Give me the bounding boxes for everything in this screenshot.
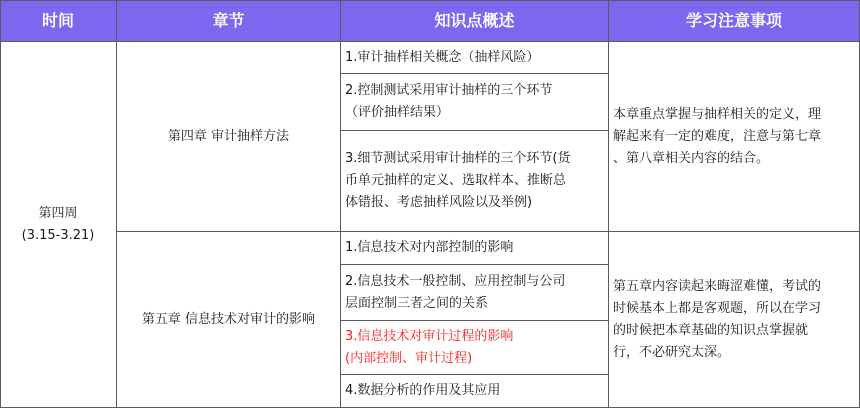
chapter5-point-1 — [341, 232, 609, 265]
chapter5-point-3-text: 3.信息技术对审计过程的影响 (内部控制、审计过程) — [345, 328, 514, 366]
week-title: 第四周 — [38, 205, 78, 221]
chapter5-point-2-text: 2.信息技术一般控制、应用控制与公司 层面控制三者之间的关系 — [345, 273, 566, 311]
chapter5-note-text: 第五章内容读起来晦涩难懂，考试的 时候基本上都是客观题，所以在学习 的时候把本章基础的知识点掌握就 行，不必研究太深。 — [613, 278, 822, 360]
chapter4-point-1-text: 1.审计抽样相关概念（抽样风险） — [345, 49, 540, 65]
header-chapter: 章节 — [117, 0, 341, 42]
chapter4-title: 第四章 审计抽样方法 — [117, 42, 341, 232]
chapter5-point-2 — [341, 265, 609, 321]
chapter5-point-1-text: 1.信息技术对内部控制的影响 — [345, 240, 514, 255]
chapter4-point-2-text: 2.控制测试采用审计抽样的三个环节 （评价抽样结果） — [345, 83, 553, 120]
chapter4-point-1 — [341, 42, 609, 74]
week-cell — [0, 42, 117, 408]
chapter5-note — [609, 232, 860, 408]
chapter4-point-3-text: 3.细节测试采用审计抽样的三个环节(货 币单元抽样的定义、选取样本、推断总 体错报、考虑抽样风险以及举例) — [345, 151, 571, 210]
chapter4-note — [609, 42, 860, 232]
week-range: (3.15-3.21) — [21, 227, 95, 243]
header-study-notes: 学习注意事项 — [609, 0, 860, 42]
chapter5-point-4 — [341, 375, 609, 408]
chapter5-point-3 — [341, 321, 609, 375]
chapter5-point-4-text: 4.数据分析的作用及其应用 — [345, 383, 501, 398]
chapter4-note-text: 本章重点掌握与抽样相关的定义，理 解起来有一定的难度，注意与第七章 、第八章相关内容的结合。 — [613, 106, 822, 166]
chapter5-title: 第五章 信息技术对审计的影响 — [117, 232, 341, 408]
header-time: 时间 — [0, 0, 117, 42]
chapter4-point-2 — [341, 74, 609, 131]
header-knowledge-points: 知识点概述 — [341, 0, 609, 42]
chapter4-point-3 — [341, 131, 609, 232]
